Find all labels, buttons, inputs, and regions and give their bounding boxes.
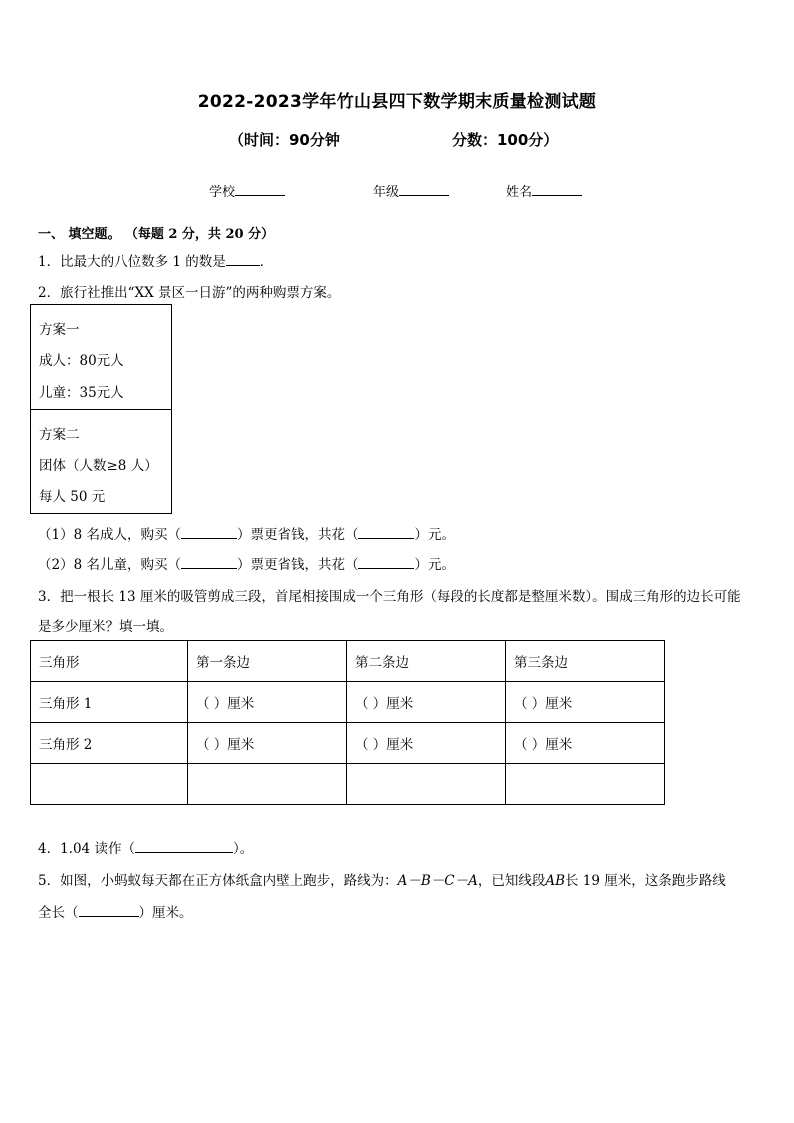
q1-text: 1．比最大的八位数多 1 的数是 [38, 254, 226, 270]
table-row [31, 764, 665, 805]
question-2-part-2 [38, 553, 455, 573]
plan-one-child: 儿童：35元人 [39, 385, 124, 401]
page-title: 2022-2023学年竹山县四下数学期末质量检测试题 [197, 92, 597, 112]
table-header: 第二条边 [347, 641, 506, 682]
side-cell[interactable]: （ ）厘米 [506, 682, 665, 723]
q5-route: A－B－C－A [397, 873, 478, 889]
question-3-line-2: 是多少厘米？填一填。 [38, 619, 173, 635]
school-label: 学校 [209, 185, 236, 200]
school-blank[interactable] [235, 182, 285, 196]
school-field [209, 181, 285, 200]
side-cell[interactable]: （ ）厘米 [188, 682, 347, 723]
plan-two-group: 团体（人数≥8 人） [39, 458, 158, 474]
section-title: 一、 填空题。 [38, 227, 121, 242]
question-1 [38, 250, 273, 270]
name-field [506, 181, 582, 200]
q2-2-blank-cost[interactable] [358, 556, 414, 569]
plan-one-box [31, 305, 171, 410]
question-2-part-1 [38, 523, 455, 543]
side-cell[interactable]: （ ）厘米 [347, 723, 506, 764]
grade-blank[interactable] [399, 182, 449, 196]
q2-1-blank-plan[interactable] [181, 526, 237, 539]
q2-1-text-a: （1）8 名成人，购买（ [38, 527, 181, 543]
plan-one-title: 方案一 [39, 322, 80, 338]
q2-2-text-c: ）元。 [414, 557, 455, 573]
side-cell[interactable] [188, 764, 347, 805]
q2-2-text-a: （2）8 名儿童，购买（ [38, 557, 181, 573]
section-heading [38, 223, 274, 242]
q2-1-text-b: ）票更省钱，共花（ [236, 527, 359, 543]
q2-1-text-c: ）元。 [414, 527, 455, 543]
q5-blank[interactable] [79, 904, 139, 917]
table-header: 第三条边 [506, 641, 665, 682]
section-note: （每题 2 分，共 20 分） [124, 227, 275, 242]
name-blank[interactable] [532, 182, 582, 196]
time-limit: （时间：90分钟 [229, 131, 340, 149]
q4-text-a: 4．1.04 读作（ [38, 841, 135, 857]
row-label[interactable] [31, 764, 188, 805]
q2-1-blank-cost[interactable] [358, 526, 414, 539]
question-2: 2．旅行社推出“XX 景区一日游”的两种购票方案。 [38, 285, 341, 301]
ticket-plans-box [30, 304, 172, 514]
row-label: 三角形 2 [31, 723, 188, 764]
q4-text-b: ）。 [232, 841, 254, 857]
q4-blank[interactable] [135, 840, 233, 853]
table-header: 三角形 [31, 641, 188, 682]
q1-suffix: ． [259, 254, 274, 270]
side-cell[interactable]: （ ）厘米 [188, 723, 347, 764]
plan-two-title: 方案二 [39, 427, 80, 443]
plan-two-each: 每人 50 元 [39, 489, 106, 505]
grade-field [373, 181, 449, 200]
side-cell[interactable] [506, 764, 665, 805]
table-row [31, 723, 665, 764]
table-header: 第一条边 [188, 641, 347, 682]
q5-segment: AB [545, 873, 566, 889]
question-3-line-1: 3．把一根长 13 厘米的吸管剪成三段，首尾相接围成一个三角形（每段的长度都是整厘米数）。围成三角形的边长可能 [38, 589, 741, 605]
q5-text-b: ，已知线段 [477, 873, 546, 889]
triangle-table [30, 640, 665, 805]
side-cell[interactable] [347, 764, 506, 805]
side-cell[interactable]: （ ）厘米 [506, 723, 665, 764]
q2-2-text-b: ）票更省钱，共花（ [236, 557, 359, 573]
grade-label: 年级 [373, 185, 400, 200]
q5-text-c: 长 19 厘米，这条跑步路线 [565, 873, 726, 889]
name-label: 姓名 [506, 185, 533, 200]
question-4 [38, 837, 253, 857]
q5-text-d: 全长（ [38, 905, 79, 921]
row-label: 三角形 1 [31, 682, 188, 723]
q1-blank[interactable] [226, 253, 260, 266]
total-score: 分数：100分） [452, 131, 559, 149]
q2-2-blank-plan[interactable] [181, 556, 237, 569]
q5-text-a: 5．如图，小蚂蚁每天都在正方体纸盒内壁上跑步，路线为： [38, 873, 398, 889]
table-row [31, 682, 665, 723]
q5-text-e: ）厘米。 [138, 905, 193, 921]
side-cell[interactable]: （ ）厘米 [347, 682, 506, 723]
question-5-line-1 [38, 869, 726, 889]
table-header-row [31, 641, 665, 682]
question-5-line-2 [38, 901, 193, 921]
plan-one-adult: 成人：80元人 [39, 353, 124, 369]
